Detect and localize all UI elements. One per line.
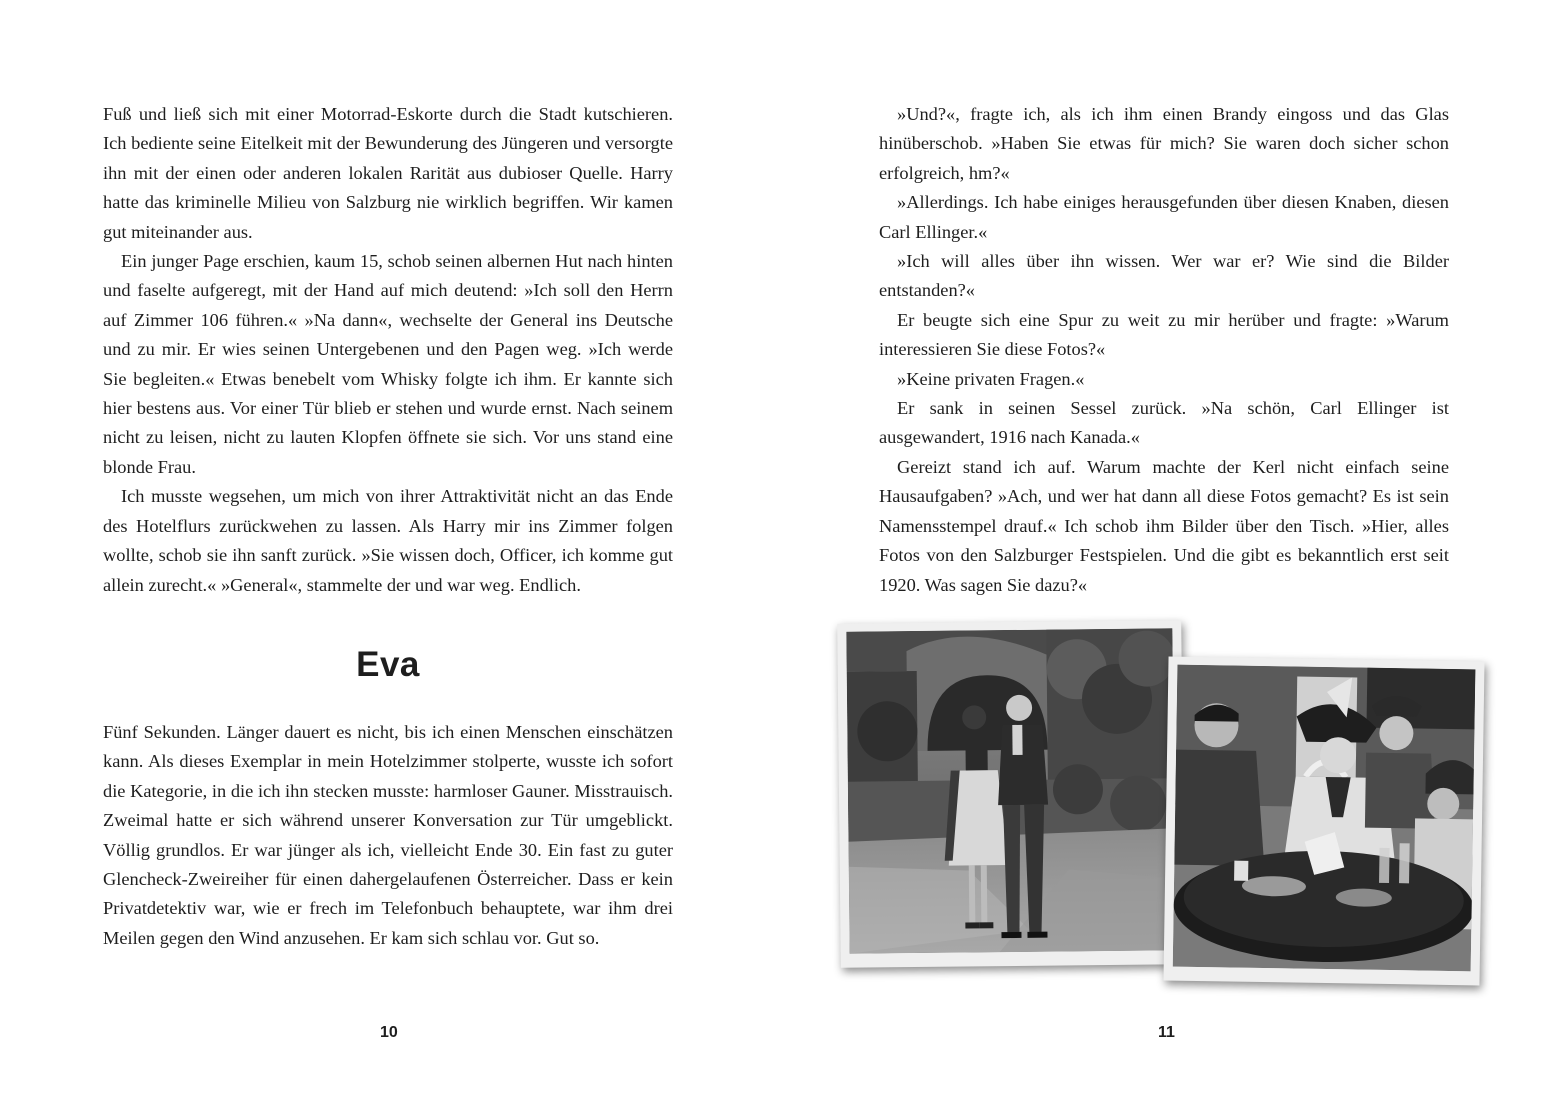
paragraph: Gereizt stand ich auf. Warum machte der Kerl nicht einfach seine Hausaufgaben? »Ach, und wer hat dann all diese Fotos gemacht? Es ist sein Namensstempel drauf.« Ich schob ihm Bilder über den Tisch. »Hier, alles Fotos von den Salzburger Festspielen. Und die gibt es bekanntlich erst seit 1920. Was sagen Sie dazu?« — [879, 456, 1449, 595]
paragraph: Er beugte sich eine Spur zu weit zu mir herüber und fragte: »Warum interessieren Sie diese Fotos?« — [879, 309, 1449, 360]
right-page — [776, 0, 1552, 1093]
chapter-heading: Eva — [356, 645, 420, 684]
photo-cafe-scene-image — [1173, 665, 1476, 972]
paragraph: Ich musste wegsehen, um mich von ihrer Attraktivität nicht an das Ende des Hotelflurs zurückwehen zu lassen. Als Harry mir ins Zimmer folgen wollte, schob sie ihn sanft zurück. »Sie wissen doch, Officer, ich komme gut allein zurecht.« »General«, stammelte der und war weg. Endlich. — [103, 486, 673, 595]
photo-couple-garden-image — [846, 628, 1175, 953]
paragraph: Fuß und ließ sich mit einer Motorrad-Eskorte durch die Stadt kutschieren. Ich bediente seine Eitelkeit mit der Bewunderung des Jüngeren und versorgte ihn mit der einen oder anderen lokalen Rarität aus dubioser Quelle. Harry hatte das kriminelle Milieu von Salzburg nie wirklich begriffen. Wir kamen gut miteinander aus. — [103, 104, 673, 242]
page-number: 10 — [380, 1024, 398, 1041]
paragraph: Fünf Sekunden. Länger dauert es nicht, bis ich einen Menschen einschätzen kann. Als dieses Exemplar in mein Hotelzimmer stolperte, wusste ich sofort die Kategorie, in die ich ihn stecken musste: harmloser Gauner. Misstrauisch. Zweimal hatte er sich während unserer Konversation zur Tür umgeblickt. Völlig grundlos. Er war jünger als ich, vielleicht Ende 30. Ein fast zu guter Glencheck-Zweireiher für einen dahergelaufenen Österreicher. Dass er kein Privatdetektiv war, wie er frech im Telefonbuch behauptete, war ihm drei Meilen gegen den Wind anzusehen. Er kam sich schlau vor. Gut so. — [103, 722, 673, 948]
paragraph: »Allerdings. Ich habe einiges herausgefunden über diesen Knaben, diesen Carl Ellinger.« — [879, 192, 1449, 242]
left-text-column-bottom — [103, 718, 673, 953]
photo-cafe-scene — [1163, 657, 1484, 986]
photo-couple-garden — [837, 620, 1185, 968]
paragraph: Ein junger Page erschien, kaum 15, schob seinen albernen Hut nach hinten und faselte aufgeregt, mit der Hand auf mich deutend: »Ich soll den Herrn auf Zimmer 106 führen.« »Na dann«, wechselte der General ins Deutsche und zu mir. Er wies seinen Untergebenen und den Pagen weg. »Ich werde Sie begleiten.« Etwas benebelt vom Whisky folgte ich ihm. Er kannte sich hier bestens aus. Vor einer Tür blieb er stehen und wurde ernst. Nach seinem nicht zu leisen, nicht zu lauten Klopfen öffnete sie sich. Vor uns stand eine blonde Frau. — [103, 251, 673, 477]
paragraph: »Ich will alles über ihn wissen. Wer war er? Wie sind die Bilder entstanden?« — [879, 251, 1449, 301]
right-text-column — [879, 100, 1449, 600]
paragraph: »Keine privaten Fragen.« — [897, 368, 1085, 389]
paragraph: »Und?«, fragte ich, als ich ihm einen Brandy eingoss und das Glas hinüberschob. »Haben Sie etwas für mich? Sie waren doch sicher schon erfolgreich, hm?« — [879, 104, 1449, 183]
page-number: 11 — [1158, 1024, 1175, 1041]
paragraph: Er sank in seinen Sessel zurück. »Na schön, Carl Ellinger ist ausgewandert, 1916 nach Kanada.« — [879, 398, 1449, 448]
left-text-column-top — [103, 100, 673, 600]
